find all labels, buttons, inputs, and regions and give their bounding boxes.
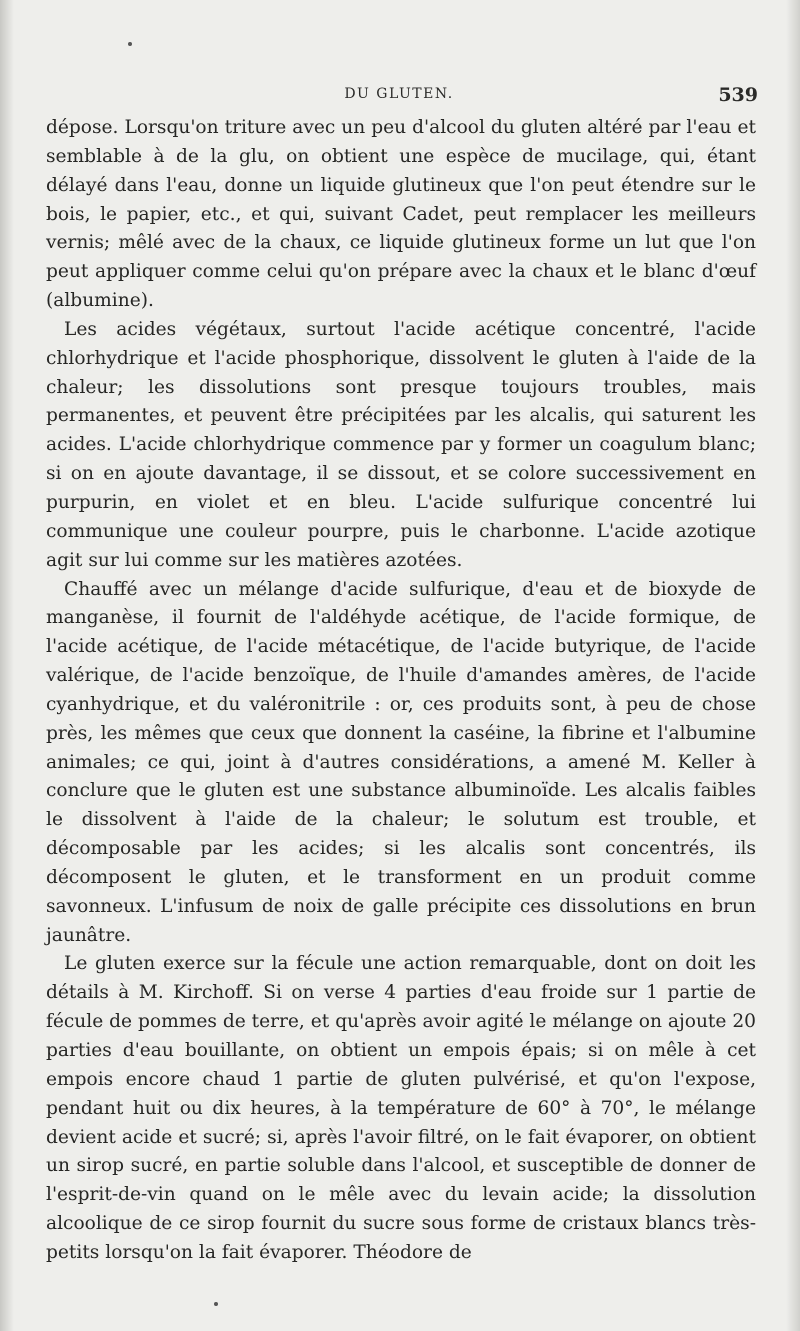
print-speck: [214, 1302, 218, 1306]
page-body: [46, 114, 756, 1268]
page-header: [40, 84, 758, 114]
running-head: DU GLUTEN.: [344, 86, 454, 102]
page-number: 539: [718, 84, 758, 106]
paragraph-chauffe: Chauffé avec un mélange d'acide sulfurique, d'eau et de bioxyde de manganèse, il fournit de l'aldéhyde acétique, de l'acide formique, de l'acide acétique, de l'acide métacétique, de l'acide butyrique, de l'acide valérique, de l'acide benzoïque, de l'huile d'amandes amères, de l'acide cyanhydrique, et du valéronitrile : or, ces produits sont, à peu de chose près, les mêmes que ceux que donnent la caséine, la fibrine et l'albumine animales; ce qui, joint à d'autres considérations, a amené M. Keller à conclure que le gluten est une substance albuminoïde. Les alcalis faibles le dissolvent à l'aide de la chaleur; le solutum est trouble, et décomposable par les acides; si les alcalis sont concentrés, ils décomposent le gluten, et le transforment en un produit comme savonneux. L'infusum de noix de galle précipite ces dissolutions en brun jaunâtre.: [46, 578, 756, 946]
page-left-edge-shadow: [0, 0, 14, 1331]
print-speck: [128, 42, 132, 46]
page-right-edge-shadow: [786, 0, 800, 1331]
paragraph-continued: dépose. Lorsqu'on triture avec un peu d'alcool du gluten altéré par l'eau et semblable à de la glu, on obtient une espèce de mucilage, qui, étant délayé dans l'eau, donne un liquide glutineux que l'on peut étendre sur le bois, le papier, etc., et qui, suivant Cadet, peut remplacer les meilleurs vernis; mêlé avec de la chaux, ce liquide glutineux forme un lut que l'on peut appliquer comme celui qu'on prépare avec la chaux et le blanc d'œuf (albumine).: [46, 117, 756, 312]
paragraph-acides-vegetaux: Les acides végétaux, surtout l'acide acétique concentré, l'acide chlorhydrique et l'acide phosphorique, dissolvent le gluten à l'aide de la chaleur; les dissolutions sont presque toujours troubles, mais permanentes, et peuvent être précipitées par les alcalis, qui saturent les acides. L'acide chlorhydrique commence par y former un coagulum blanc; si on en ajoute davantage, il se dissout, et se colore successivement en purpurin, en violet et en bleu. L'acide sulfurique concentré lui communique une couleur pourpre, puis le charbonne. L'acide azotique agit sur lui comme sur les matières azotées.: [46, 318, 756, 571]
paragraph-gluten-fecule: Le gluten exerce sur la fécule une action remarquable, dont on doit les détails à M. Kirchoff. Si on verse 4 parties d'eau froide sur 1 partie de fécule de pommes de terre, et qu'après avoir agité le mélange on ajoute 20 parties d'eau bouillante, on obtient un empois épais; si on mêle à cet empois encore chaud 1 partie de gluten pulvérisé, et qu'on l'expose, pendant huit ou dix heures, à la température de 60° à 70°, le mélange devient acide et sucré; si, après l'avoir filtré, on le fait évaporer, on obtient un sirop sucré, en partie soluble dans l'alcool, et susceptible de donner de l'esprit-de-vin quand on le mêle avec du levain acide; la dissolution alcoolique de ce sirop fournit du sucre sous forme de cristaux blancs très-petits lorsqu'on la fait évaporer. Théodore de: [46, 953, 756, 1263]
